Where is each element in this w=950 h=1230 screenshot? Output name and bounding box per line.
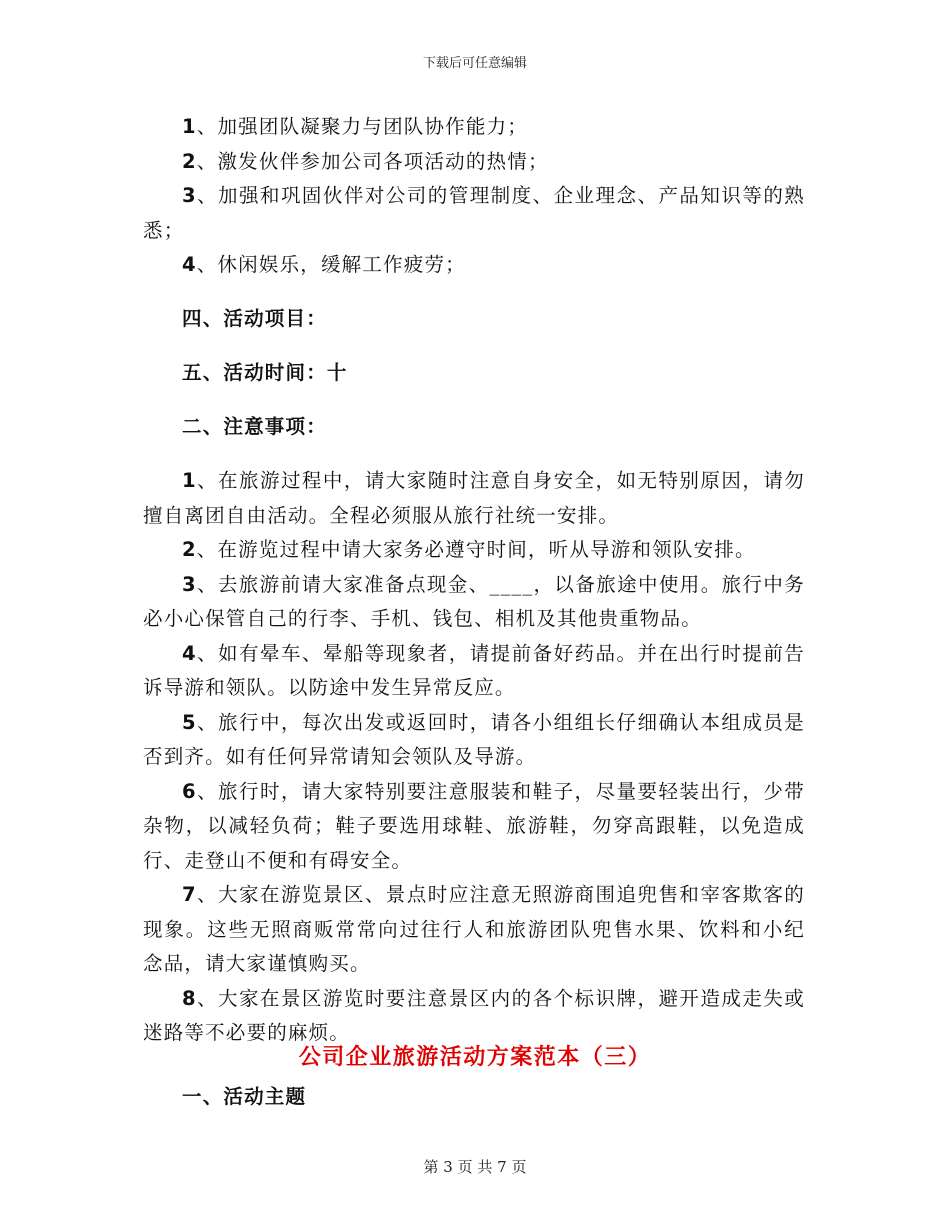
note-item-2	[143, 533, 805, 568]
page-header: 下载后可任意编辑	[422, 56, 527, 71]
note-item-5	[143, 706, 805, 775]
list-item-2	[143, 145, 805, 180]
item-number: 2	[182, 538, 197, 561]
item-text: 、在游览过程中请大家务必遵守时间，听从导游和领队安排。	[196, 538, 756, 561]
item-number: 3	[182, 184, 197, 207]
note-item-7	[143, 878, 805, 982]
item-text: 、去旅游前请大家准备点现金、____，以备旅途中使用。旅行中务必小心保管自己的行李、手机、钱包、相机及其他贵重物品。	[143, 572, 805, 630]
item-number: 5	[182, 710, 197, 734]
item-number: 6	[182, 779, 197, 803]
item-text: 、休闲娱乐，缓解工作疲劳；	[196, 253, 466, 276]
section-title: 公司企业旅游活动方案范本（三）	[298, 1044, 652, 1070]
item-number: 1	[182, 469, 197, 492]
item-number: 3	[182, 572, 197, 596]
list-item-4	[143, 248, 805, 283]
item-text: 、加强团队凝聚力与团队协作能力；	[196, 115, 528, 138]
note-item-1	[143, 464, 805, 533]
item-text: 、激发伙伴参加公司各项活动的热情；	[196, 149, 549, 173]
last-heading-block	[143, 1080, 805, 1115]
heading-activity-theme: 一、活动主题	[182, 1085, 307, 1108]
item-number: 8	[182, 986, 197, 1010]
list-item-3	[143, 179, 805, 248]
heading-activity-items: 四、活动项目：	[182, 307, 327, 330]
item-text: 、在旅游过程中，请大家随时注意自身安全，如无特别原因，请勿擅自离团自由活动。全程必须服从旅行社统一安排。	[143, 469, 805, 527]
note-item-6	[143, 775, 805, 879]
document-body	[143, 110, 805, 1051]
item-number: 1	[182, 115, 197, 138]
item-number: 4	[182, 253, 197, 276]
item-text: 、旅行时，请大家特别要注意服装和鞋子，尽量要轻装出行，少带杂物，以减轻负荷；鞋子要选用球鞋、旅游鞋，勿穿高跟鞋，以免造成行、走登山不便和有碍安全。	[143, 779, 805, 872]
item-number: 7	[182, 883, 197, 906]
item-text: 、如有晕车、晕船等现象者，请提前备好药品。并在出行时提前告诉导游和领队。以防途中发生异常反应。	[143, 641, 805, 699]
item-text: 、旅行中，每次出发或返回时，请各小组组长仔细确认本组成员是否到齐。如有任何异常请知会领队及导游。	[143, 710, 805, 768]
heading-notes: 二、注意事项：	[182, 415, 327, 438]
item-number: 2	[182, 149, 197, 173]
item-number: 4	[182, 641, 197, 665]
item-text: 、加强和巩固伙伴对公司的管理制度、企业理念、产品知识等的熟悉；	[143, 184, 805, 242]
list-item-1	[143, 110, 805, 145]
heading-activity-time: 五、活动时间：十	[182, 361, 348, 384]
note-item-3	[143, 568, 805, 637]
item-text: 、大家在景区游览时要注意景区内的各个标识牌，避开造成走失或迷路等不必要的麻烦。	[143, 986, 805, 1044]
item-text: 、大家在游览景区、景点时应注意无照游商围追兜售和宰客欺客的现象。这些无照商贩常常向过往行人和旅游团队兜售水果、饮料和小纪念品，请大家谨慎购买。	[143, 883, 805, 975]
note-item-4	[143, 637, 805, 706]
page-footer: 第 3 页 共 7 页	[423, 1158, 527, 1176]
